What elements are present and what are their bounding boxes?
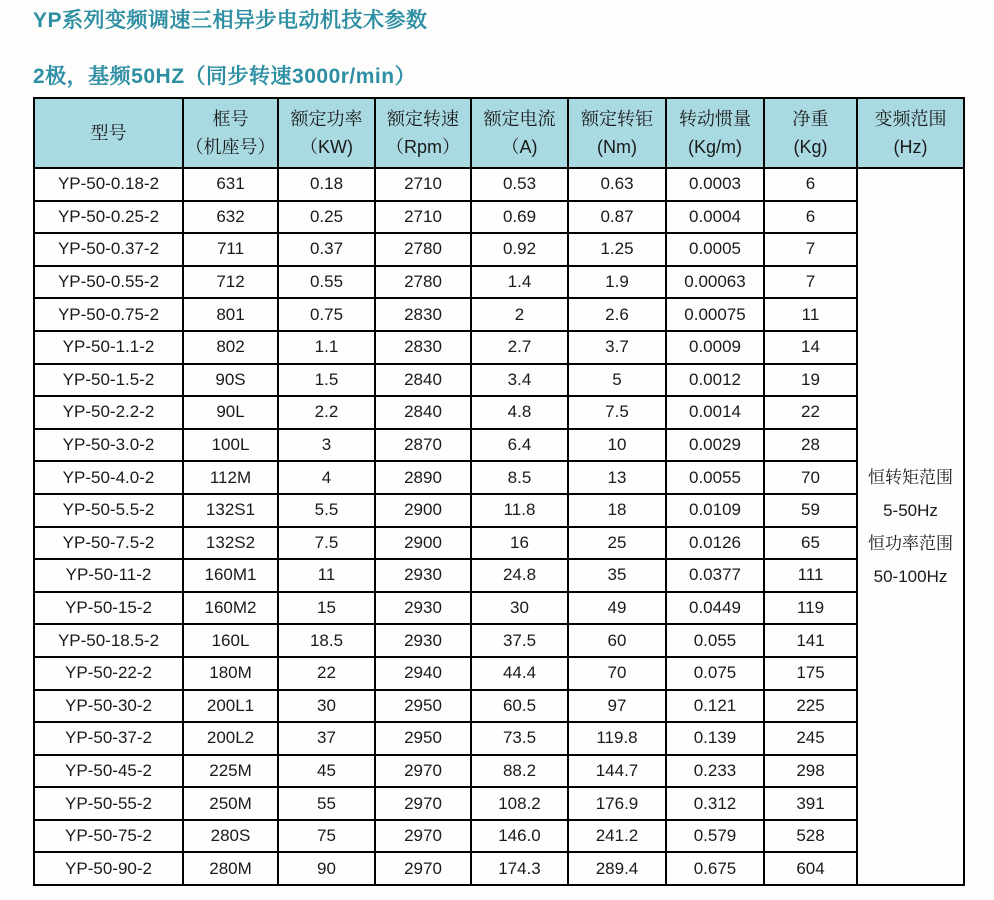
table-cell: 241.2: [568, 820, 666, 853]
table-cell: YP-50-22-2: [34, 657, 183, 690]
header-frame: 框号 （机座号）: [183, 98, 278, 168]
table-cell: 16: [471, 527, 568, 560]
table-cell: 2970: [375, 755, 471, 788]
table-cell: 35: [568, 559, 666, 592]
table-cell: 180M: [183, 657, 278, 690]
table-cell: 2900: [375, 527, 471, 560]
table-cell: 176.9: [568, 787, 666, 820]
table-cell: 2930: [375, 559, 471, 592]
table-cell: 2940: [375, 657, 471, 690]
table-cell: 112M: [183, 461, 278, 494]
table-row: [34, 396, 964, 429]
table-cell: 70: [764, 461, 857, 494]
table-row: [34, 787, 964, 820]
table-cell: 160M2: [183, 592, 278, 625]
table-cell: 28: [764, 429, 857, 462]
table-row: [34, 722, 964, 755]
table-cell: YP-50-7.5-2: [34, 527, 183, 560]
table-cell: YP-50-0.75-2: [34, 298, 183, 331]
table-cell: 132S1: [183, 494, 278, 527]
table-cell: YP-50-90-2: [34, 852, 183, 885]
table-cell: 0.233: [666, 755, 764, 788]
table-cell: 90L: [183, 396, 278, 429]
table-cell: YP-50-5.5-2: [34, 494, 183, 527]
table-cell: 200L1: [183, 690, 278, 723]
table-cell: 60.5: [471, 690, 568, 723]
table-cell: 0.00063: [666, 266, 764, 299]
header-rated-power: 额定功率 （KW): [278, 98, 375, 168]
table-cell: 0.0009: [666, 331, 764, 364]
table-cell: 119: [764, 592, 857, 625]
table-row: [34, 461, 964, 494]
page-title: YP系列变频调速三相异步电动机技术参数: [33, 9, 428, 32]
table-cell: 2780: [375, 266, 471, 299]
header-net-weight: 净重 (Kg): [764, 98, 857, 168]
table-cell: 245: [764, 722, 857, 755]
table-cell: 45: [278, 755, 375, 788]
table-cell: 0.0377: [666, 559, 764, 592]
table-cell: 2930: [375, 592, 471, 625]
table-cell: 55: [278, 787, 375, 820]
table-cell: 0.92: [471, 233, 568, 266]
table-cell: 0.75: [278, 298, 375, 331]
table-cell: 65: [764, 527, 857, 560]
table-cell: 119.8: [568, 722, 666, 755]
table-cell: 0.0004: [666, 201, 764, 234]
table-row: [34, 429, 964, 462]
table-cell: 802: [183, 331, 278, 364]
table-cell: 2830: [375, 331, 471, 364]
table-cell: 2840: [375, 364, 471, 397]
table-cell: 0.055: [666, 624, 764, 657]
table-cell: 4: [278, 461, 375, 494]
table-cell: 1.1: [278, 331, 375, 364]
table-cell: 631: [183, 168, 278, 201]
table-cell: 0.675: [666, 852, 764, 885]
table-cell: 90S: [183, 364, 278, 397]
table-cell: 88.2: [471, 755, 568, 788]
table-cell: 0.121: [666, 690, 764, 723]
table-cell: 0.0029: [666, 429, 764, 462]
table-cell: 0.25: [278, 201, 375, 234]
table-cell: 280M: [183, 852, 278, 885]
table-cell: 2900: [375, 494, 471, 527]
table-cell: 2950: [375, 722, 471, 755]
table-cell: 2840: [375, 396, 471, 429]
table-cell: YP-50-0.25-2: [34, 201, 183, 234]
table-cell: 1.9: [568, 266, 666, 299]
table-cell: 108.2: [471, 787, 568, 820]
table-cell: 30: [278, 690, 375, 723]
table-cell: 24.8: [471, 559, 568, 592]
table-cell: 7.5: [568, 396, 666, 429]
table-cell: 2890: [375, 461, 471, 494]
table-cell: 0.579: [666, 820, 764, 853]
table-cell: 289.4: [568, 852, 666, 885]
table-cell: 200L2: [183, 722, 278, 755]
freq-range-cell: [857, 168, 964, 885]
table-cell: 2930: [375, 624, 471, 657]
table-cell: 97: [568, 690, 666, 723]
table-cell: 225M: [183, 755, 278, 788]
table-cell: 1.5: [278, 364, 375, 397]
table-row: [34, 168, 964, 201]
freq-range-line: 5-50Hz: [883, 500, 938, 520]
table-row: [34, 820, 964, 853]
table-cell: YP-50-1.1-2: [34, 331, 183, 364]
table-cell: YP-50-3.0-2: [34, 429, 183, 462]
header-model: [34, 98, 183, 168]
table-cell: 3.4: [471, 364, 568, 397]
table-row: [34, 690, 964, 723]
table-cell: 70: [568, 657, 666, 690]
table-row: [34, 298, 964, 331]
table-cell: 160M1: [183, 559, 278, 592]
table-cell: 6.4: [471, 429, 568, 462]
table-cell: 0.0109: [666, 494, 764, 527]
table-cell: 0.139: [666, 722, 764, 755]
table-row: [34, 624, 964, 657]
table-cell: 5: [568, 364, 666, 397]
table-cell: 711: [183, 233, 278, 266]
table-cell: 90: [278, 852, 375, 885]
table-cell: 146.0: [471, 820, 568, 853]
table-cell: 6: [764, 168, 857, 201]
table-cell: 30: [471, 592, 568, 625]
table-row: [34, 494, 964, 527]
table-row: [34, 559, 964, 592]
header-rated-speed: 额定转速 （Rpm）: [375, 98, 471, 168]
table-cell: 0.18: [278, 168, 375, 201]
table-cell: 7.5: [278, 527, 375, 560]
table-cell: 2710: [375, 168, 471, 201]
table-cell: 0.0055: [666, 461, 764, 494]
table-cell: 144.7: [568, 755, 666, 788]
table-cell: 2.6: [568, 298, 666, 331]
table-cell: 25: [568, 527, 666, 560]
table-cell: 0.53: [471, 168, 568, 201]
table-cell: 37: [278, 722, 375, 755]
table-cell: 0.37: [278, 233, 375, 266]
table-row: [34, 852, 964, 885]
table-cell: 0.0003: [666, 168, 764, 201]
header-rated-current: 额定电流 （A): [471, 98, 568, 168]
table-cell: YP-50-75-2: [34, 820, 183, 853]
table-cell: 60: [568, 624, 666, 657]
table-cell: 0.0012: [666, 364, 764, 397]
table-cell: 2950: [375, 690, 471, 723]
table-cell: 801: [183, 298, 278, 331]
table-cell: 132S2: [183, 527, 278, 560]
table-cell: 5.5: [278, 494, 375, 527]
table-cell: 37.5: [471, 624, 568, 657]
freq-range-line: 50-100Hz: [873, 566, 948, 586]
table-cell: 0.0014: [666, 396, 764, 429]
table-cell: 2970: [375, 820, 471, 853]
table-cell: 6: [764, 201, 857, 234]
section-subtitle: 2极，基频50HZ（同步转速3000r/min）: [33, 65, 417, 88]
table-cell: 7: [764, 233, 857, 266]
table-cell: YP-50-0.18-2: [34, 168, 183, 201]
table-cell: YP-50-0.37-2: [34, 233, 183, 266]
table-cell: 0.0005: [666, 233, 764, 266]
table-cell: 0.87: [568, 201, 666, 234]
table-cell: 44.4: [471, 657, 568, 690]
table-row: [34, 266, 964, 299]
table-cell: 2830: [375, 298, 471, 331]
table-cell: 13: [568, 461, 666, 494]
freq-range-line: 恒功率范围: [868, 533, 953, 553]
table-cell: 14: [764, 331, 857, 364]
table-cell: 280S: [183, 820, 278, 853]
table-cell: 712: [183, 266, 278, 299]
table-row: [34, 233, 964, 266]
table-body: [34, 168, 964, 885]
table-cell: 2970: [375, 787, 471, 820]
table-cell: YP-50-0.55-2: [34, 266, 183, 299]
header-model-label: 型号: [90, 123, 127, 143]
table-cell: 391: [764, 787, 857, 820]
table-cell: 4.8: [471, 396, 568, 429]
table-cell: 11: [278, 559, 375, 592]
table-row: [34, 755, 964, 788]
table-cell: 225: [764, 690, 857, 723]
table-cell: 298: [764, 755, 857, 788]
table-cell: 528: [764, 820, 857, 853]
table-cell: 175: [764, 657, 857, 690]
table-cell: 19: [764, 364, 857, 397]
table-cell: 73.5: [471, 722, 568, 755]
table-cell: 111: [764, 559, 857, 592]
table-cell: YP-50-18.5-2: [34, 624, 183, 657]
table-cell: 3.7: [568, 331, 666, 364]
table-cell: 0.0449: [666, 592, 764, 625]
table-cell: 0.075: [666, 657, 764, 690]
table-cell: 174.3: [471, 852, 568, 885]
table-cell: 7: [764, 266, 857, 299]
table-cell: 0.63: [568, 168, 666, 201]
table-cell: 100L: [183, 429, 278, 462]
table-cell: 22: [278, 657, 375, 690]
header-row: [34, 98, 964, 168]
table-cell: 2870: [375, 429, 471, 462]
table-cell: 632: [183, 201, 278, 234]
table-cell: YP-50-45-2: [34, 755, 183, 788]
table-cell: 2710: [375, 201, 471, 234]
table-cell: 2: [471, 298, 568, 331]
table-row: [34, 201, 964, 234]
table-cell: 604: [764, 852, 857, 885]
table-cell: YP-50-30-2: [34, 690, 183, 723]
table-cell: 2970: [375, 852, 471, 885]
table-cell: 1.4: [471, 266, 568, 299]
table-cell: 59: [764, 494, 857, 527]
table-cell: 75: [278, 820, 375, 853]
table-cell: YP-50-1.5-2: [34, 364, 183, 397]
table-cell: 10: [568, 429, 666, 462]
table-cell: 3: [278, 429, 375, 462]
table-cell: 0.00075: [666, 298, 764, 331]
table-cell: YP-50-55-2: [34, 787, 183, 820]
table-cell: YP-50-2.2-2: [34, 396, 183, 429]
table-cell: 11: [764, 298, 857, 331]
table-cell: 18.5: [278, 624, 375, 657]
table-cell: 250M: [183, 787, 278, 820]
table-row: [34, 364, 964, 397]
table-cell: 0.312: [666, 787, 764, 820]
table-cell: 18: [568, 494, 666, 527]
table-row: [34, 527, 964, 560]
table-cell: 0.55: [278, 266, 375, 299]
table-row: [34, 592, 964, 625]
table-cell: 2.7: [471, 331, 568, 364]
table-cell: 11.8: [471, 494, 568, 527]
table-cell: 141: [764, 624, 857, 657]
table-cell: 0.0126: [666, 527, 764, 560]
table-cell: YP-50-37-2: [34, 722, 183, 755]
table-cell: 160L: [183, 624, 278, 657]
table-row: [34, 331, 964, 364]
table-cell: 2780: [375, 233, 471, 266]
table-cell: 0.69: [471, 201, 568, 234]
table-cell: YP-50-11-2: [34, 559, 183, 592]
table-cell: 49: [568, 592, 666, 625]
table-cell: 15: [278, 592, 375, 625]
table-cell: 8.5: [471, 461, 568, 494]
table-cell: 1.25: [568, 233, 666, 266]
spec-table: [33, 97, 965, 886]
header-frequency-range: 变频范围 (Hz): [857, 98, 964, 168]
table-cell: YP-50-4.0-2: [34, 461, 183, 494]
header-rated-torque: 额定转钜 (Nm): [568, 98, 666, 168]
header-moment-of-inertia: 转动惯量 (Kg/m): [666, 98, 764, 168]
table-cell: 2.2: [278, 396, 375, 429]
table-cell: YP-50-15-2: [34, 592, 183, 625]
freq-range-line: 恒转矩范围: [868, 467, 953, 487]
table-cell: 22: [764, 396, 857, 429]
table-row: [34, 657, 964, 690]
